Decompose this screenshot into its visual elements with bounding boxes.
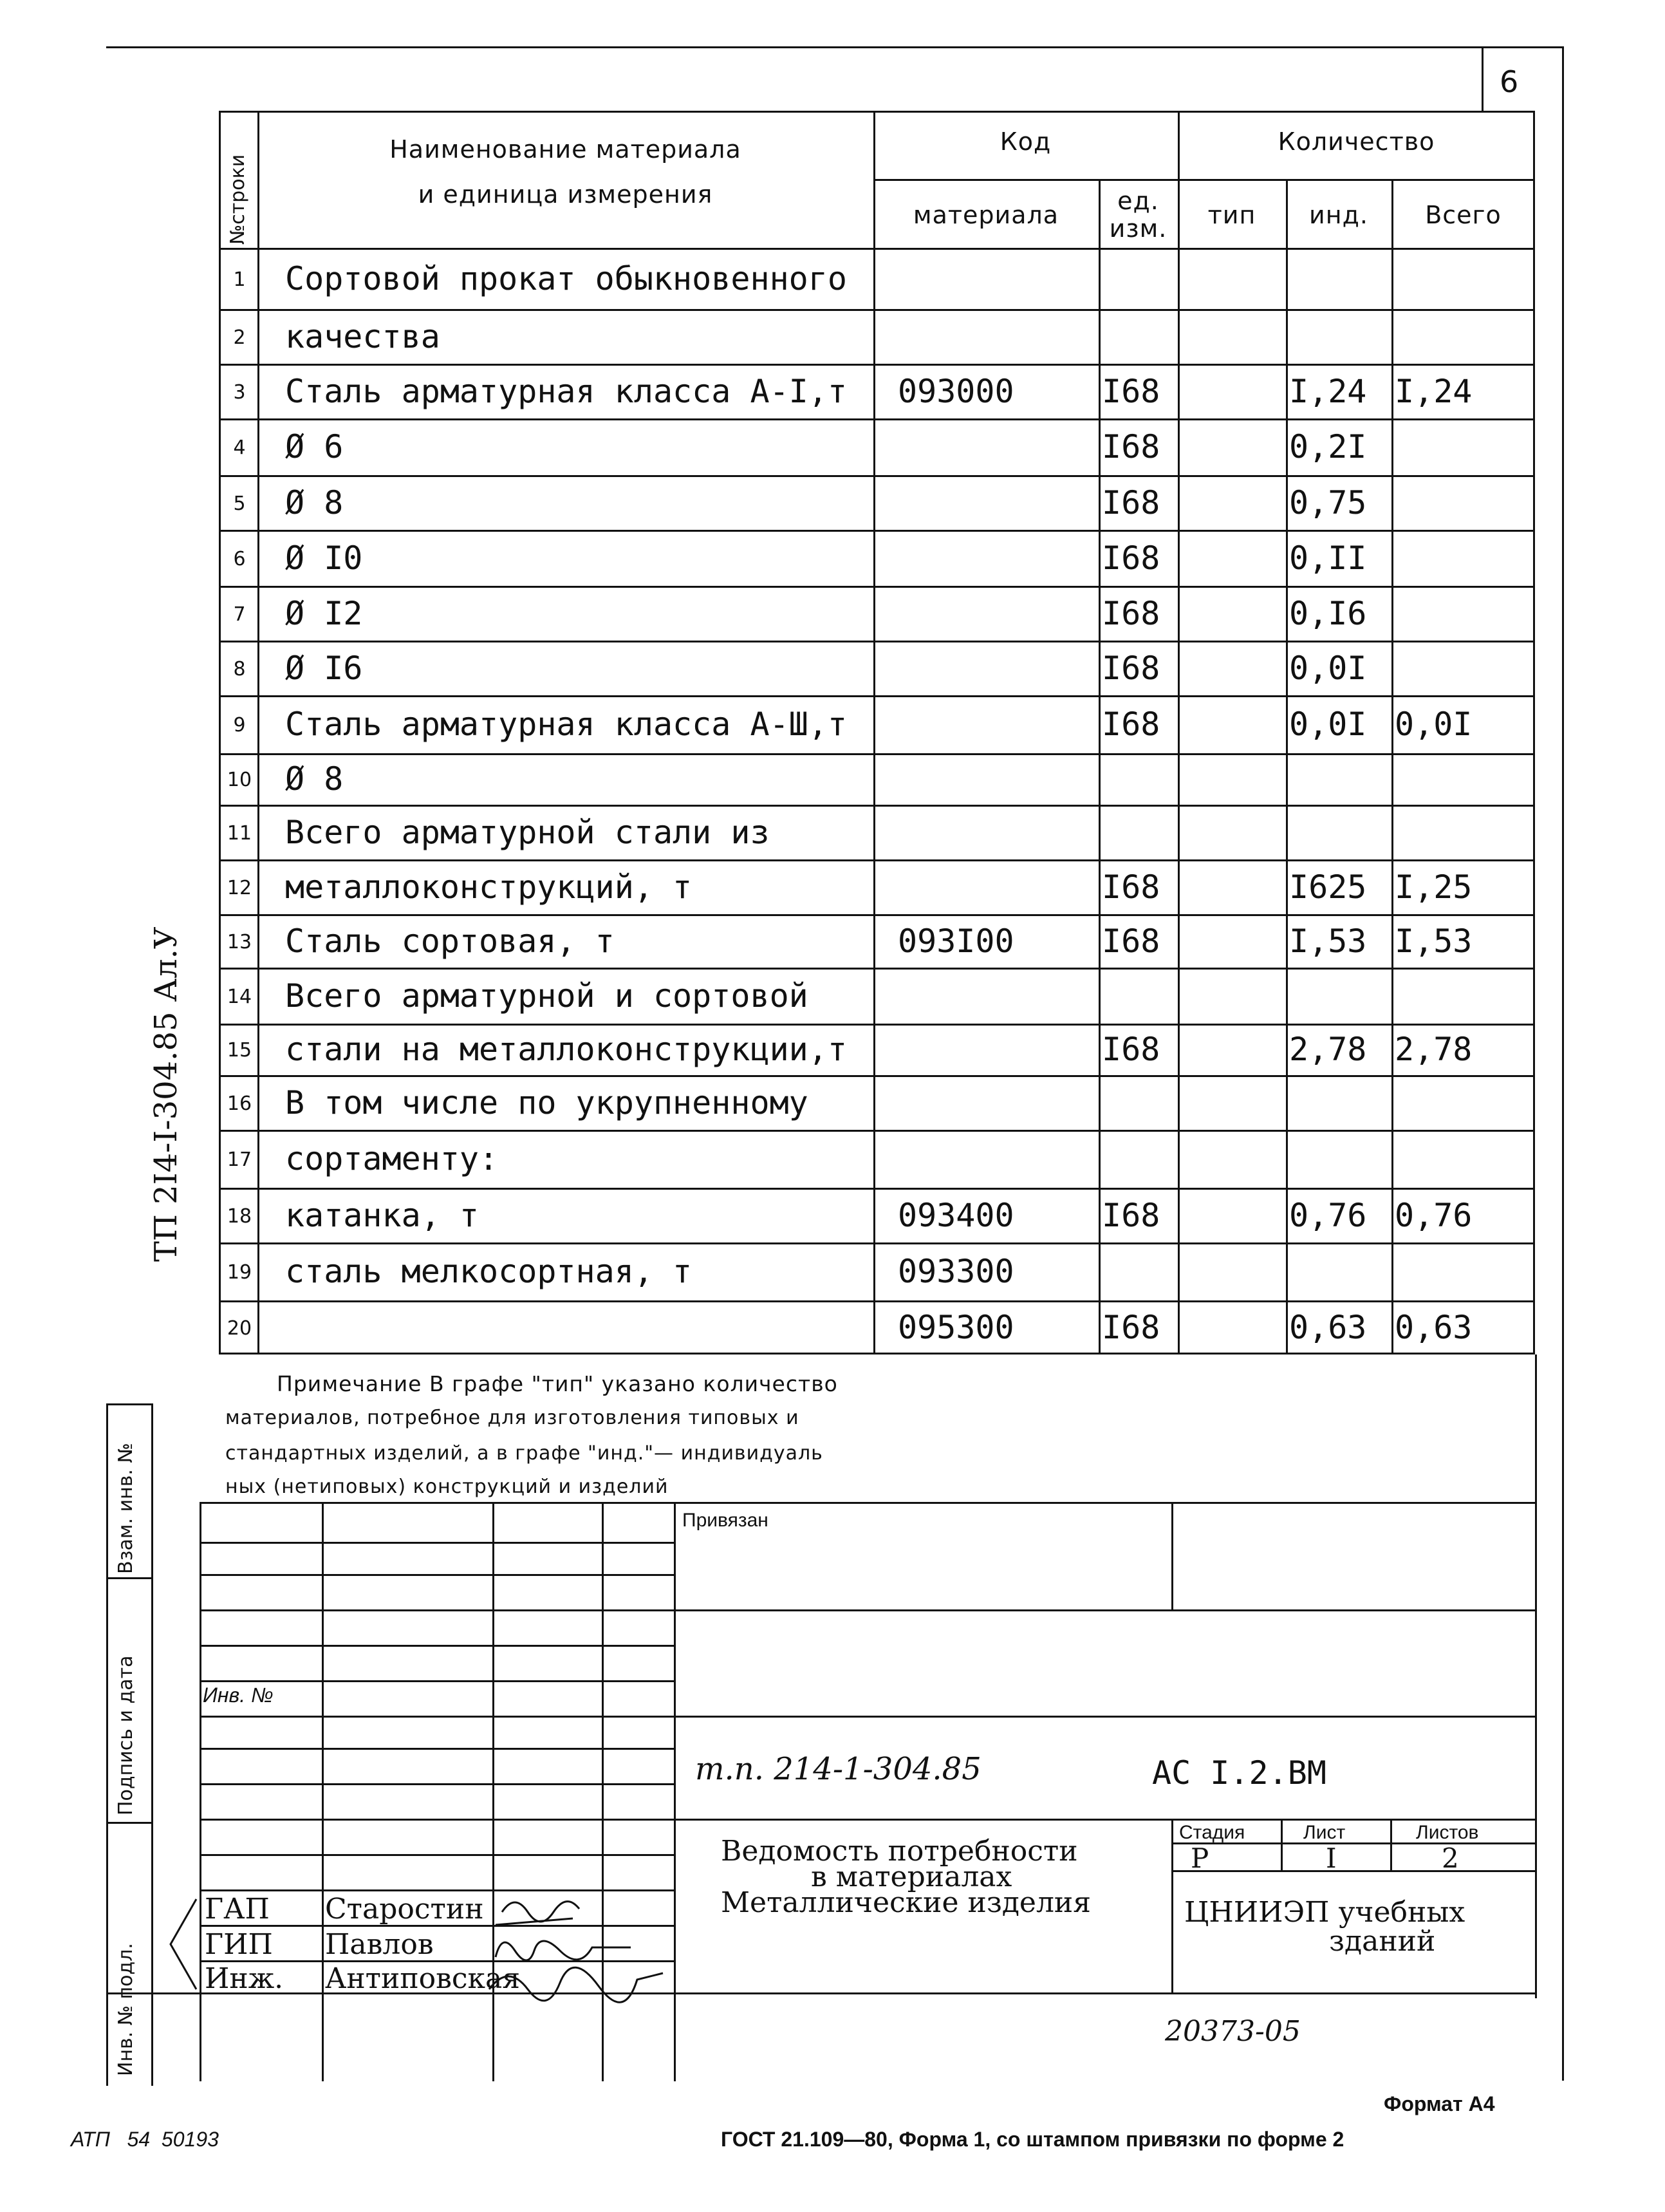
row-number: 16 <box>227 1092 252 1115</box>
name-header-line2: и единица измерения <box>418 180 713 209</box>
material-code: 095300 <box>898 1309 1014 1346</box>
qty-ind: I,53 <box>1289 922 1367 960</box>
stamp-row-3 <box>200 1609 1535 1611</box>
side-strip-top <box>106 1403 151 1405</box>
qty-total: 0,0I <box>1395 706 1473 743</box>
designation-handwritten: т.п. 214-1-304.85 <box>695 1751 981 1787</box>
vzam-inv-label: Взам. инв. № <box>115 1443 137 1574</box>
qty-ind: 0,I6 <box>1289 594 1367 632</box>
note-line-4: ных (нетиповых) конструкций и изделий <box>225 1476 669 1498</box>
row-number: 4 <box>233 436 246 459</box>
row-divider <box>219 586 1535 588</box>
stage-value: Р <box>1191 1842 1209 1874</box>
qty-ind: I,24 <box>1289 372 1367 410</box>
row-divider <box>219 1242 1535 1244</box>
unit-code: I68 <box>1102 868 1160 906</box>
signer-bracket <box>164 1893 203 1996</box>
left-code: АТП 54 50193 <box>71 2128 219 2151</box>
row-divider <box>219 968 1535 970</box>
doc-title-1: Ведомость потребности <box>721 1835 1078 1868</box>
code-header: Код <box>1000 127 1052 156</box>
signer-role-1: ГАП <box>205 1893 270 1926</box>
row-number: 9 <box>233 714 246 736</box>
row-number: 10 <box>227 769 252 791</box>
qty-total: I,24 <box>1395 372 1473 410</box>
row-number: 6 <box>233 547 246 570</box>
material-name: Ø I2 <box>285 594 363 632</box>
qty-total: 0,76 <box>1395 1196 1473 1234</box>
material-name: Ø 6 <box>285 428 344 465</box>
qty-ind: 0,63 <box>1289 1309 1367 1346</box>
qty-ind-header: инд. <box>1309 201 1368 229</box>
unit-code: I68 <box>1102 428 1160 465</box>
row-number: 11 <box>227 821 252 845</box>
material-name: Ø 8 <box>285 483 344 521</box>
col-line-total <box>1391 179 1393 1354</box>
qty-total: I,25 <box>1395 868 1473 906</box>
stamp-col-b <box>322 1502 324 2081</box>
inv-no-label: Инв. № <box>203 1683 274 1707</box>
organization-2: зданий <box>1329 1925 1436 1958</box>
row-divider <box>219 1075 1535 1077</box>
stamp-bottom <box>106 1992 1535 1994</box>
row-divider <box>219 859 1535 861</box>
qty-ind: 0,76 <box>1289 1196 1367 1234</box>
name-header-line1: Наименование материала <box>389 135 741 164</box>
qty-ind: 0,0I <box>1289 649 1367 687</box>
qty-type-header: тип <box>1207 201 1256 229</box>
sheet-label: Лист <box>1303 1822 1346 1843</box>
stamp-col-i <box>1390 1819 1392 1870</box>
code-unit-header-1: ед. <box>1117 187 1159 215</box>
material-name: Сталь сортовая, т <box>285 922 615 960</box>
signer-role-2: ГИП <box>205 1928 273 1961</box>
quantity-header: Количество <box>1278 127 1435 156</box>
row-number: 18 <box>227 1204 252 1228</box>
col-line-name <box>873 111 875 1354</box>
material-code: 093400 <box>898 1196 1014 1234</box>
row-number: 15 <box>227 1039 252 1062</box>
row-number: 5 <box>233 492 246 515</box>
row-divider <box>219 418 1535 420</box>
row-number: 2 <box>233 326 246 349</box>
row-number: 20 <box>227 1317 252 1340</box>
document-code-label: ТП 2I4-I-304.85 Ал.У <box>148 926 184 1262</box>
stamp-row-9 <box>200 1819 1535 1821</box>
right-border <box>1562 46 1564 2081</box>
col-line-ind <box>1286 179 1288 1354</box>
row-number: 12 <box>227 876 252 899</box>
unit-code: I68 <box>1102 594 1160 632</box>
signer-name-1: Старостин <box>325 1893 484 1926</box>
stamp-row-12 <box>1171 1870 1535 1872</box>
qty-ind: 0,II <box>1289 539 1367 577</box>
note-line-3: стандартных изделий, а в графе "инд."— индивидуаль <box>225 1442 823 1465</box>
header-bottom <box>219 248 1535 250</box>
material-name: стали на металлоконструкции,т <box>285 1031 847 1068</box>
side-strip-div1 <box>106 1577 151 1579</box>
row-divider <box>219 1024 1535 1026</box>
qty-ind: 0,0I <box>1289 706 1367 743</box>
unit-code: I68 <box>1102 922 1160 960</box>
side-strip-right <box>151 1403 153 2086</box>
doc-title-2: в материалах <box>811 1861 1012 1893</box>
podpis-data-label: Подпись и дата <box>115 1655 137 1815</box>
stamp-col-f <box>1171 1502 1173 1611</box>
signer-name-3: Антиповская <box>325 1962 521 1995</box>
material-name: Всего арматурной стали из <box>285 813 770 851</box>
material-code: 093300 <box>898 1253 1014 1290</box>
qty-ind: 0,75 <box>1289 483 1367 521</box>
row-number: 17 <box>227 1148 252 1171</box>
header-split <box>873 179 1535 181</box>
sheet-value: I <box>1326 1842 1337 1874</box>
stamp-top <box>200 1502 1535 1504</box>
row-number: 7 <box>233 603 246 626</box>
unit-code: I68 <box>1102 1031 1160 1068</box>
doc-title-3: Металлические изделия <box>721 1886 1092 1919</box>
stamp-row-7 <box>200 1748 674 1750</box>
stage-label: Стадия <box>1179 1822 1245 1843</box>
stamp-row-6 <box>200 1716 1535 1718</box>
qty-total-header: Всего <box>1425 201 1502 229</box>
material-name: катанка, т <box>285 1196 479 1234</box>
qty-total: 0,63 <box>1395 1309 1473 1346</box>
side-strip-div2 <box>106 1822 151 1824</box>
row-number-header: №строки <box>227 154 249 245</box>
row-divider <box>219 805 1535 807</box>
material-name: Сталь арматурная класса А-I,т <box>285 372 847 410</box>
material-name: Ø I6 <box>285 649 363 687</box>
organization-1: ЦНИИЭП учебных <box>1184 1896 1465 1929</box>
unit-code: I68 <box>1102 483 1160 521</box>
row-number: 1 <box>233 268 246 291</box>
row-divider <box>219 364 1535 366</box>
format-label: Формат А4 <box>1384 2092 1495 2115</box>
material-name: сортаменту: <box>285 1140 499 1177</box>
qty-ind: 2,78 <box>1289 1031 1367 1068</box>
unit-code: I68 <box>1102 649 1160 687</box>
material-name: Ø I0 <box>285 539 363 577</box>
material-name: Всего арматурной и сортовой <box>285 977 808 1015</box>
material-name: металлоконструкций, т <box>285 868 693 906</box>
top-border <box>106 46 1564 48</box>
stamp-row-10 <box>200 1854 674 1856</box>
row-number: 3 <box>233 380 246 404</box>
stamp-row-4 <box>200 1645 674 1647</box>
handwritten-number: 20373-05 <box>1165 2015 1301 2048</box>
qty-total: I,53 <box>1395 922 1473 960</box>
col-line-unit <box>1099 179 1101 1354</box>
row-divider <box>219 1130 1535 1132</box>
row-divider <box>219 475 1535 477</box>
page-number-divider <box>1482 46 1484 111</box>
note-line-1: Примечание В графе "тип" указано количество <box>277 1371 838 1396</box>
stamp-row-8 <box>200 1783 674 1785</box>
qty-total: 2,78 <box>1395 1031 1473 1068</box>
page-number: 6 <box>1500 64 1519 99</box>
stamp-col-h <box>1281 1819 1283 1870</box>
material-name: В том числе по укрупненному <box>285 1083 808 1121</box>
qty-ind: I625 <box>1289 868 1367 906</box>
row-divider <box>219 641 1535 642</box>
row-divider <box>219 1300 1535 1302</box>
unit-code: I68 <box>1102 1309 1160 1346</box>
stamp-row-2 <box>200 1574 674 1576</box>
material-name: Сталь арматурная класса А-Ш,т <box>285 706 847 743</box>
material-name: качества <box>285 317 440 355</box>
row-divider <box>219 695 1535 697</box>
row-divider <box>219 1188 1535 1190</box>
code-material-header: материала <box>913 201 1059 229</box>
unit-code: I68 <box>1102 539 1160 577</box>
material-code: 093000 <box>898 372 1014 410</box>
unit-code: I68 <box>1102 1196 1160 1234</box>
stamp-right <box>1535 1354 1537 1998</box>
unit-code: I68 <box>1102 706 1160 743</box>
material-name: сталь мелкосортная, т <box>285 1253 693 1290</box>
privyazan-label: Привязан <box>682 1510 768 1531</box>
material-name: Сортовой прокат обыкновенного <box>285 259 847 297</box>
qty-ind: 0,2I <box>1289 428 1367 465</box>
unit-code: I68 <box>1102 372 1160 410</box>
row-divider <box>219 753 1535 755</box>
row-divider <box>219 914 1535 916</box>
stamp-col-g <box>1171 1819 1173 1992</box>
signer-role-3: Инж. <box>205 1962 284 1995</box>
code-unit-header-2: изм. <box>1109 214 1167 243</box>
side-strip-left <box>106 1403 108 2086</box>
note-line-2: материалов, потребное для изготовления типовых и <box>225 1407 799 1429</box>
stamp-row-5 <box>200 1680 674 1682</box>
signatures-drawing <box>451 1886 708 2015</box>
row-divider <box>219 530 1535 532</box>
row-number: 8 <box>233 657 246 680</box>
row-number: 19 <box>227 1261 252 1284</box>
sheets-label: Листов <box>1416 1822 1479 1843</box>
row-divider <box>219 309 1535 311</box>
inv-podl-label: Инв. № подл. <box>115 1943 137 2076</box>
col-line-qty <box>1178 111 1180 1354</box>
designation: АС I.2.ВМ <box>1152 1754 1326 1792</box>
material-name: Ø 8 <box>285 760 344 798</box>
stamp-row-1 <box>200 1542 674 1544</box>
row-number: 13 <box>227 930 252 953</box>
signer-name-2: Павлов <box>325 1928 434 1961</box>
gost-label: ГОСТ 21.109—80, Форма 1, со штампом привязки по форме 2 <box>721 2128 1344 2151</box>
row-number: 14 <box>227 985 252 1008</box>
sheets-value: 2 <box>1442 1842 1459 1874</box>
material-code: 093I00 <box>898 922 1014 960</box>
